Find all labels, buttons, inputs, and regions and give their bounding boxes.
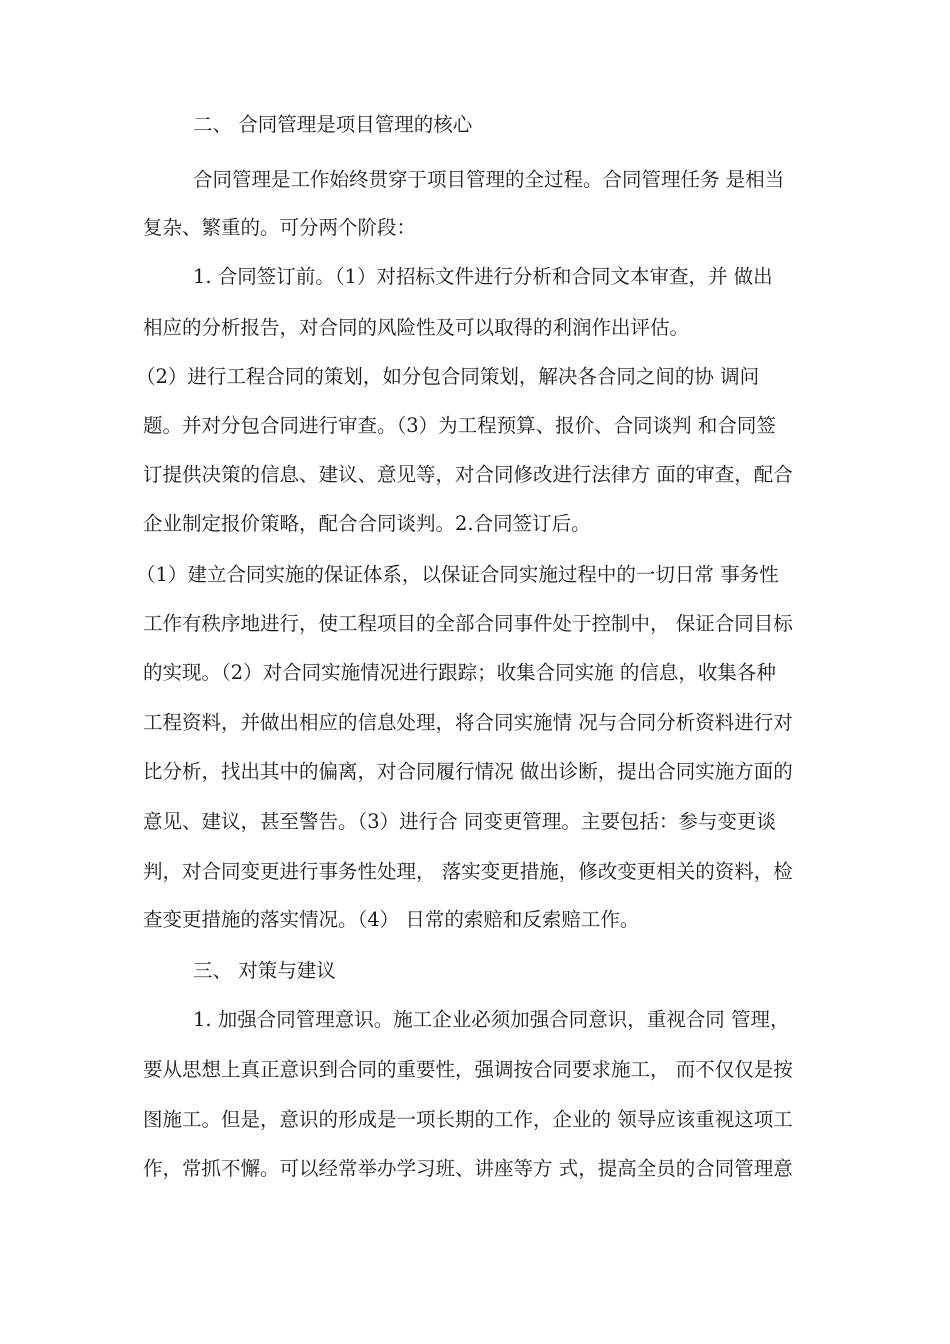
paragraph-line: （1）建立合同实施的保证体系，以保证合同实施过程中的一切日常 事务性 <box>136 563 779 586</box>
paragraph-line: 工作有秩序地进行，使工程项目的全部合同事件处于控制中， 保证合同目标 <box>143 612 793 635</box>
paragraph-line: 意见、建议，甚至警告。（3）进行合 同变更管理。主要包括：参与变更谈 <box>143 810 776 833</box>
paragraph-line: 工程资料，并做出相应的信息处理，将合同实施情 况与合同分析资料进行对 <box>143 711 793 734</box>
paragraph-line: 复杂、繁重的。可分两个阶段： <box>143 216 417 239</box>
paragraph-line: 判，对合同变更进行事务性处理， 落实变更措施，修改变更相关的资料，检 <box>143 860 793 883</box>
section-heading-3: 三、 对策与建议 <box>193 959 336 982</box>
paragraph-line: 合同管理是工作始终贯穿于项目管理的全过程。合同管理任务 是相当 <box>193 168 785 191</box>
paragraph-line: 1. 加强合同管理意识。施工企业必须加强合同意识，重视合同 管理， <box>193 1008 790 1031</box>
paragraph-line: 题。并对分包合同进行审查。（3）为工程预算、报价、合同谈判 和合同签 <box>143 414 776 437</box>
paragraph-line: 企业制定报价策略，配合合同谈判。2.合同签订后。 <box>143 512 591 535</box>
paragraph-line: （2）进行工程合同的策划，如分包合同策划，解决各合同之间的协 调问 <box>136 365 760 388</box>
paragraph-line: 作，常抓不懈。可以经常举办学习班、讲座等方 式，提高全员的合同管理意 <box>143 1157 793 1180</box>
paragraph-line: 查变更措施的落实情况。（4） 日常的索赔和反索赔工作。 <box>143 908 640 931</box>
paragraph-line: 的实现。（2）对合同实施情况进行跟踪；收集合同实施 的信息，收集各种 <box>143 661 776 684</box>
paragraph-line: 要从思想上真正意识到合同的重要性，强调按合同要求施工， 而不仅仅是按 <box>143 1058 793 1081</box>
section-heading-2: 二、 合同管理是项目管理的核心 <box>193 113 473 136</box>
paragraph-line: 1. 合同签订前。（1）对招标文件进行分析和合同文本审查，并 做出 <box>193 265 773 288</box>
paragraph-line: 订提供决策的信息、建议、意见等，对合同修改进行法律方 面的审查，配合 <box>143 463 793 486</box>
paragraph-line: 图施工。但是，意识的形成是一项长期的工作，企业的 领导应该重视这项工 <box>143 1108 793 1131</box>
paragraph-line: 比分析，找出其中的偏离，对合同履行情况 做出诊断，提出合同实施方面的 <box>143 760 793 783</box>
paragraph-line: 相应的分析报告，对合同的风险性及可以取得的利润作出评估。 <box>143 316 690 339</box>
